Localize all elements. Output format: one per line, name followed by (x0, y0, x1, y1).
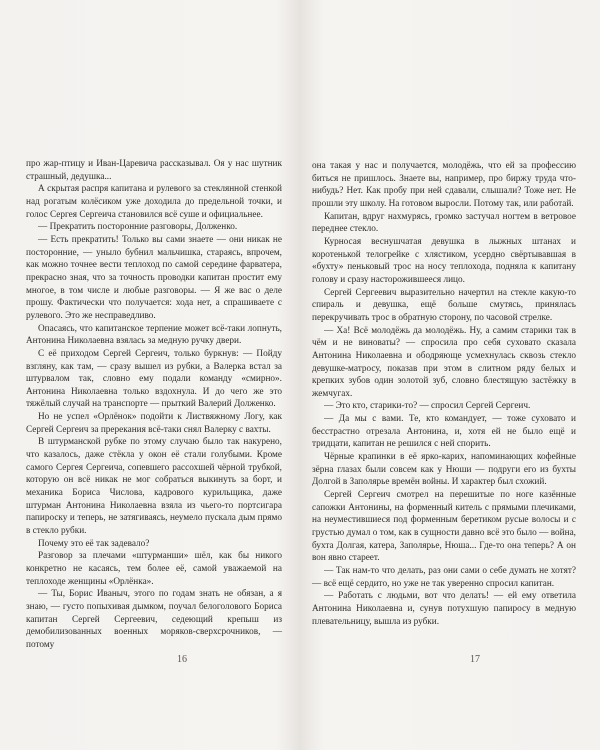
paragraph: Курносая веснушчатая девушка в лыжных штанах и коротенькой телогрейке с хлястиком, усердно свёртывавшая в «бухту» пеньковый трос на носу теплохода, подняла к капитану голову и сразу насторожившееся лицо. (312, 236, 576, 285)
paragraph: Почему это её так задевало? (38, 538, 150, 549)
right-page (312, 160, 576, 628)
paragraph: А скрытая распря капитана и рулевого за стеклянной стенкой над рогатым колёсиком уже доходила до предельной точки, и голос Сергея Сергеича становился всё суше и официальнее. (26, 184, 282, 220)
left-page (26, 158, 282, 652)
paragraph: Разговор за плечами «штурманши» шёл, как бы никого конкретно не касаясь, тем более её, самой уважаемой на теплоходе женщины «Орлёнка». (26, 551, 282, 587)
paragraph: Сергей Сергеевич выразительно начертил на стекле какую-то спираль и девушка, ещё больше смутясь, принялась перекручивать трос в обратную сторону, по часовой стрелке. (312, 287, 576, 323)
paragraph: В штурманской рубке по этому случаю было так накурено, что казалось, даже стёкла у окон её стали голубыми. Кроме самого Сергея Сергеича, сопевшего рассохшей чёрной трубкой, которую он всё никак не мог собраться выкинуть за борт, и механика Бориса Числова, кадрового курильщика, даже штурман Антонина Николаевна взяла из чьего-то портсигара папироску и теперь, не затягиваясь, неумело пускала дым прямо в стекло рубки. (26, 437, 282, 537)
paragraph: — Работать с людьми, вот что делать! — ей ему ответила Антонина Николаевна и, сунув потухшую папиросу в медную плевательницу, вышла из рубки. (312, 591, 576, 627)
paragraph: про жар-птицу и Иван-Царевича рассказывал. Оя у нас шутник страшный, дедушка... (26, 159, 282, 182)
paragraph: Опасаясь, что капитанское терпение может всё-таки лопнуть, Антонина Николаевна взялась за медную ручку двери. (26, 323, 282, 347)
page-number-left: 16 (177, 654, 187, 665)
paragraph: — Ты, Борис Иваныч, этого по годам знать не обязан, а я знаю, — густо попыхивая дымком, поучал белоголового Бориса капитан Сергей Сергеевич, седеющий крепыш из демобилизованных военных моряков-сверхсрочников, — потому (26, 589, 282, 650)
paragraph: Но не успел «Орлёнок» подойти к Листвяжному Логу, как Сергей Сергеич за пререкания всё-таки снял Валерку с вахты. (26, 412, 282, 435)
paragraph: Сергей Сергеич смотрел на перешитые по ноге казённые сапожки Антонины, на форменный китель с прямыми плечиками, на неуместившиеся под форменным беретиком русые волосы и с грустью думал о том, как в сущности давно всё это было — война, бухта Долгая, катера, Заполярье, Нюша... Где-то она теперь? А он вон явно стареет. (312, 490, 576, 564)
paragraph: Капитан, вдруг нахмурясь, громко застучал ногтем в ветровое переднее стекло. (312, 211, 576, 235)
paragraph: — Да мы с вами. Те, кто командует, — тоже суховато и бесстрастно отрезала Антонина, и, хотя ей не было ещё и тридцати, капитан не решился с ней спорить. (312, 414, 576, 450)
page-number-right: 17 (470, 654, 480, 665)
paragraph: — Так нам-то что делать, раз они сами о себе думать не хотят? — всё ещё сердито, но уже не так уверенно спросил капитан. (312, 566, 576, 589)
paragraph: — Ха! Всё молодёжь да молодёжь. Ну, а самим старики так в чём и не виноваты? — спросила про себя суховато сказала Антонина Николаевна и ободряюще усмехнулась сквозь стекло девушке-матросу, показав при этом в слитном ряду белых и крепких зубов один золотой зуб, словно блестящую застёжку в жемчугах. (312, 325, 576, 399)
paragraph: С её приходом Сергей Сергеич, только буркнув: — Пойду взгляну, как там, — сразу вышел из рубки, а Валерка встал за штурвалом так, словно ему подали команду «смирно». Антонина Николаевна только вздохнула. И до чего же это тяжёлый случай на транспорте — прыткий Валерий Долженко. (26, 348, 282, 410)
paragraph: она такая у нас и получается, молодёжь, что ей за профессию биться не пришлось. Знаете вы, например, про биржу труда что-нибудь? Нет. Как пробу при ней сдавали, слышали? Тоже нет. Не прошли эту школу. На готовом выросли. Потому так, или работай. (312, 161, 576, 209)
right-page-text (312, 160, 576, 628)
paragraph: — Есть прекратить! Только вы сами знаете — они никак не посторонние, — уныло бубнил мальчишка, стараясь, впрочем, как можно точнее вести теплоход по самой середине фарватера, прекрасно зная, что за точность проводки капитан простит ему многое, в том числе и любые разговоры. — Я же вас о деле прошу. Фактически что получается: хода нет, а спрашиваете с рулевого. Это же несправедливо. (26, 234, 282, 321)
paragraph: — Прекратить посторонние разговоры, Долженко. (38, 222, 238, 233)
left-page-text (26, 158, 282, 652)
paragraph: — Это кто, старики-то? — спросил Сергей Сергеич. (324, 401, 531, 412)
paragraph: Чёрные крапинки в её ярко-карих, напоминающих кофейные зёрна глазах были совсем как у Нюши — подруги его из бухты Долгой в Заполярье времён войны. И характер был схожий. (312, 452, 576, 488)
